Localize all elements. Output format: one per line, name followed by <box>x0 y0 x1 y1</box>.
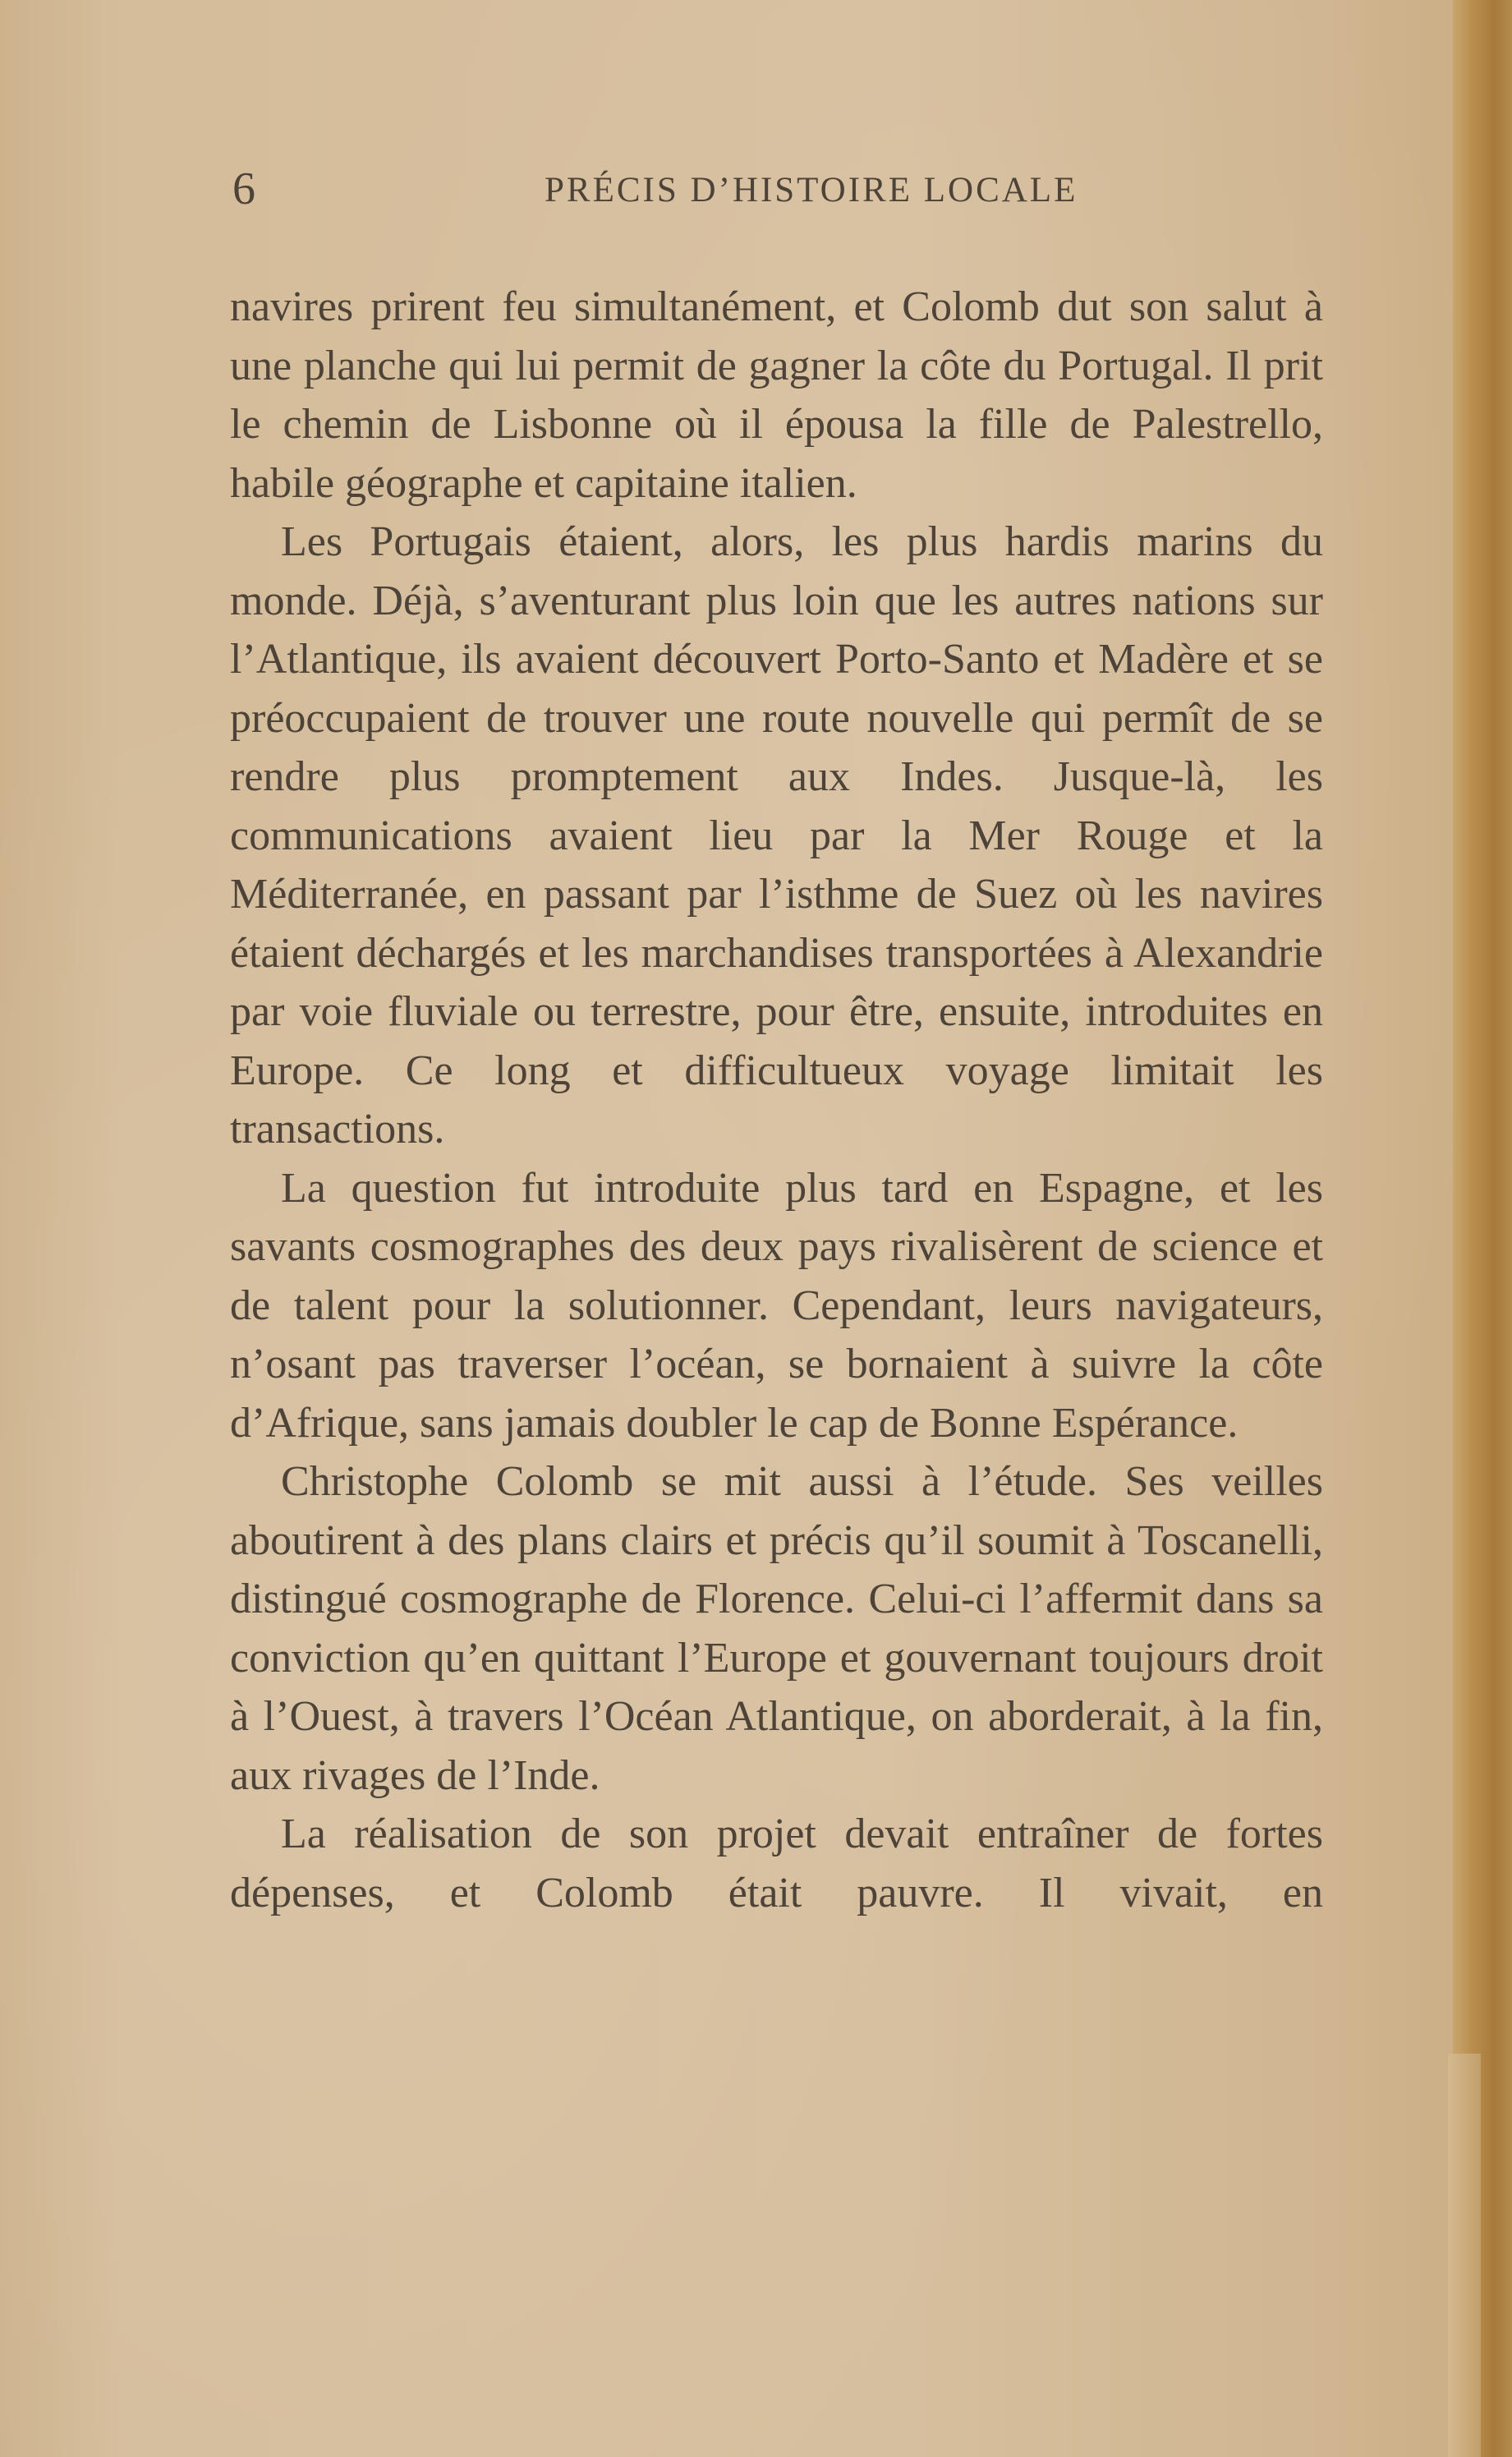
paragraph-5: La réalisation de son projet devait entraîner de fortes dépenses, et Colomb était pauvre. Il vivait, en <box>230 1811 1323 1916</box>
paragraph-2: Les Portugais étaient, alors, les plus hardis marins du monde. Déjà, s’aventurant plus loin que les autres nations sur l’Atlantique, ils avaient découvert Porto-Santo et Madère et se préoccupaient de trouver une route nouvelle qui permît de se rendre plus promptement aux Indes. Jusque-là, les communications avaient lieu par la Mer Rouge et la Méditerranée, en passant par l’isthme de Suez où les navires étaient déchargés et les marchandises transportées à Alexandrie par voie fluviale ou terrestre, pour être, ensuite, introduites en Europe. Ce long et difficultueux voyage limitait les transactions. <box>230 518 1323 1153</box>
page-number: 6 <box>232 163 255 214</box>
paragraph-1: navires prirent feu simultanément, et Colomb dut son salut à une planche qui lui permit de gagner la côte du Portugal. Il prit le chemin de Lisbonne où il épousa la fille de Palestrello, habile géographe et capitaine italien. <box>230 283 1323 507</box>
paragraph-3: La question fut introduite plus tard en Espagne, et les savants cosmographes des deux pays rivalisèrent de science et de talent pour la solutionner. Cependant, leurs navigateurs, n’osant pas traverser l’océan, se bornaient à suivre la côte d’Afrique, sans jamais doubler le cap de Bonne Espérance. <box>230 1164 1323 1447</box>
page-edge-tear <box>1448 2054 1481 2457</box>
page-header <box>232 156 1325 230</box>
running-title: PRÉCIS D’HISTOIRE LOCALE <box>545 171 1078 209</box>
paragraph-4: Christophe Colomb se mit aussi à l’étude. Ses veilles aboutirent à des plans clairs et précis qu’il soumit à Toscanelli, distingué cosmographe de Florence. Celui-ci l’affermit dans sa conviction qu’en quittant l’Europe et gouvernant toujours droit à l’Ouest, à travers l’Océan Atlantique, on aborderait, à la fin, aux rivages de l’Inde. <box>230 1458 1323 1799</box>
body-text <box>230 278 1323 1922</box>
